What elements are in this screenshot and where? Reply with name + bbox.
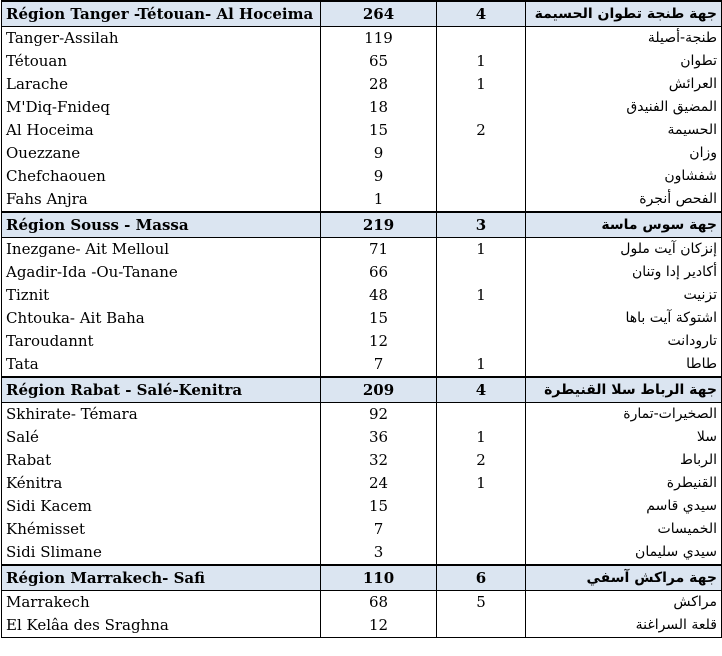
- province-row: [2, 330, 722, 353]
- province-count: 71: [321, 238, 437, 262]
- province-name-fr: Chefchaouen: [2, 165, 321, 188]
- province-name-ar: شفشاون: [526, 165, 722, 188]
- province-count: 28: [321, 73, 437, 96]
- region-name-ar: جهة الرباط سلا القنيطرة: [526, 377, 722, 403]
- province-name-fr: Tétouan: [2, 50, 321, 73]
- province-count-secondary: [437, 261, 526, 284]
- province-count: 9: [321, 165, 437, 188]
- province-count: 92: [321, 403, 437, 427]
- region-count: 209: [321, 377, 437, 403]
- province-name-fr: Marrakech: [2, 591, 321, 615]
- province-row: [2, 165, 722, 188]
- province-count: 119: [321, 27, 437, 51]
- province-count: 48: [321, 284, 437, 307]
- province-count-secondary: [437, 307, 526, 330]
- province-count: 24: [321, 472, 437, 495]
- province-count: 7: [321, 353, 437, 377]
- province-count: 65: [321, 50, 437, 73]
- province-name-ar: وزان: [526, 142, 722, 165]
- province-count: 1: [321, 188, 437, 212]
- province-row: [2, 142, 722, 165]
- province-row: [2, 591, 722, 615]
- province-name-ar: القنيطرة: [526, 472, 722, 495]
- province-count: 68: [321, 591, 437, 615]
- province-name-fr: M'Diq-Fnideq: [2, 96, 321, 119]
- province-name-fr: Tata: [2, 353, 321, 377]
- province-row: [2, 518, 722, 541]
- province-row: [2, 27, 722, 51]
- province-count-secondary: [437, 142, 526, 165]
- province-row: [2, 284, 722, 307]
- region-count-secondary: 6: [437, 565, 526, 591]
- region-name-fr: Région Tanger -Tétouan- Al Hoceima: [2, 1, 321, 27]
- region-name-ar: جهة طنجة تطوان الحسيمة: [526, 1, 722, 27]
- province-count-secondary: 1: [437, 472, 526, 495]
- region-count-secondary: 4: [437, 1, 526, 27]
- province-name-fr: Tiznit: [2, 284, 321, 307]
- province-row: [2, 96, 722, 119]
- region-name-ar: جهة مراكش آسفي: [526, 565, 722, 591]
- province-count-secondary: [437, 27, 526, 51]
- province-count-secondary: 1: [437, 426, 526, 449]
- province-name-fr: Skhirate- Témara: [2, 403, 321, 427]
- province-count: 12: [321, 614, 437, 638]
- province-count-secondary: [437, 165, 526, 188]
- province-name-fr: Agadir-Ida -Ou-Tanane: [2, 261, 321, 284]
- province-count-secondary: 1: [437, 238, 526, 262]
- province-row: [2, 50, 722, 73]
- region-name-fr: Région Rabat - Salé-Kenitra: [2, 377, 321, 403]
- province-name-fr: Chtouka- Ait Baha: [2, 307, 321, 330]
- region-count-secondary: 3: [437, 212, 526, 238]
- province-name-ar: قلعة السراغنة: [526, 614, 722, 638]
- province-row: [2, 449, 722, 472]
- province-name-ar: الرباط: [526, 449, 722, 472]
- province-name-fr: Taroudannt: [2, 330, 321, 353]
- province-name-ar: تارودانت: [526, 330, 722, 353]
- province-count-secondary: 1: [437, 50, 526, 73]
- province-count: 15: [321, 495, 437, 518]
- province-name-fr: Kénitra: [2, 472, 321, 495]
- region-count-secondary: 4: [437, 377, 526, 403]
- province-row: [2, 541, 722, 565]
- region-header-row: [2, 565, 722, 591]
- province-name-ar: سلا: [526, 426, 722, 449]
- province-name-ar: سيدي سليمان: [526, 541, 722, 565]
- province-count-secondary: [437, 96, 526, 119]
- province-name-ar: تطوان: [526, 50, 722, 73]
- province-row: [2, 403, 722, 427]
- province-name-ar: مراكش: [526, 591, 722, 615]
- province-count-secondary: [437, 188, 526, 212]
- province-name-ar: إنزكان آيت ملول: [526, 238, 722, 262]
- province-name-fr: Inezgane- Ait Melloul: [2, 238, 321, 262]
- province-count-secondary: 1: [437, 284, 526, 307]
- region-name-fr: Région Marrakech- Safi: [2, 565, 321, 591]
- province-count-secondary: 2: [437, 449, 526, 472]
- province-count-secondary: 2: [437, 119, 526, 142]
- province-count: 7: [321, 518, 437, 541]
- province-name-fr: Fahs Anjra: [2, 188, 321, 212]
- province-count: 12: [321, 330, 437, 353]
- province-name-fr: Larache: [2, 73, 321, 96]
- province-count: 32: [321, 449, 437, 472]
- province-name-ar: الصخيرات-تمارة: [526, 403, 722, 427]
- region-header-row: [2, 212, 722, 238]
- province-count: 15: [321, 307, 437, 330]
- province-count-secondary: [437, 403, 526, 427]
- province-count: 9: [321, 142, 437, 165]
- region-count: 219: [321, 212, 437, 238]
- province-name-ar: العرائش: [526, 73, 722, 96]
- province-name-ar: طنجة-أصيلة: [526, 27, 722, 51]
- province-name-ar: أكادير إدا وتنان: [526, 261, 722, 284]
- region-count: 264: [321, 1, 437, 27]
- province-row: [2, 188, 722, 212]
- province-name-ar: طاطا: [526, 353, 722, 377]
- province-row: [2, 238, 722, 262]
- province-name-fr: Khémisset: [2, 518, 321, 541]
- province-name-fr: Rabat: [2, 449, 321, 472]
- province-name-ar: اشتوكة آيت باها: [526, 307, 722, 330]
- province-row: [2, 119, 722, 142]
- province-row: [2, 353, 722, 377]
- province-count-secondary: 1: [437, 73, 526, 96]
- province-count-secondary: 1: [437, 353, 526, 377]
- province-row: [2, 73, 722, 96]
- province-count: 18: [321, 96, 437, 119]
- province-name-ar: الحسيمة: [526, 119, 722, 142]
- province-name-ar: الخميسات: [526, 518, 722, 541]
- region-header-row: [2, 1, 722, 27]
- province-name-fr: Al Hoceima: [2, 119, 321, 142]
- province-name-fr: Salé: [2, 426, 321, 449]
- province-name-fr: Sidi Slimane: [2, 541, 321, 565]
- region-name-ar: جهة سوس ماسة: [526, 212, 722, 238]
- province-name-ar: المضيق الفنيدق: [526, 96, 722, 119]
- province-count-secondary: [437, 495, 526, 518]
- province-count-secondary: [437, 330, 526, 353]
- province-name-fr: Sidi Kacem: [2, 495, 321, 518]
- region-header-row: [2, 377, 722, 403]
- province-name-ar: سيدي قاسم: [526, 495, 722, 518]
- province-row: [2, 426, 722, 449]
- province-row: [2, 261, 722, 284]
- province-count-secondary: 5: [437, 591, 526, 615]
- province-row: [2, 495, 722, 518]
- province-row: [2, 472, 722, 495]
- province-name-ar: الفحص أنجرة: [526, 188, 722, 212]
- province-name-fr: El Kelâa des Sraghna: [2, 614, 321, 638]
- province-count: 36: [321, 426, 437, 449]
- province-count-secondary: [437, 518, 526, 541]
- region-name-fr: Région Souss - Massa: [2, 212, 321, 238]
- province-count-secondary: [437, 614, 526, 638]
- table-body: [2, 1, 722, 638]
- province-row: [2, 614, 722, 638]
- province-count: 66: [321, 261, 437, 284]
- regional-statistics-table: [1, 0, 722, 638]
- province-name-fr: Tanger-Assilah: [2, 27, 321, 51]
- province-name-fr: Ouezzane: [2, 142, 321, 165]
- province-name-ar: تزنيت: [526, 284, 722, 307]
- province-count: 3: [321, 541, 437, 565]
- province-count-secondary: [437, 541, 526, 565]
- province-count: 15: [321, 119, 437, 142]
- region-count: 110: [321, 565, 437, 591]
- province-row: [2, 307, 722, 330]
